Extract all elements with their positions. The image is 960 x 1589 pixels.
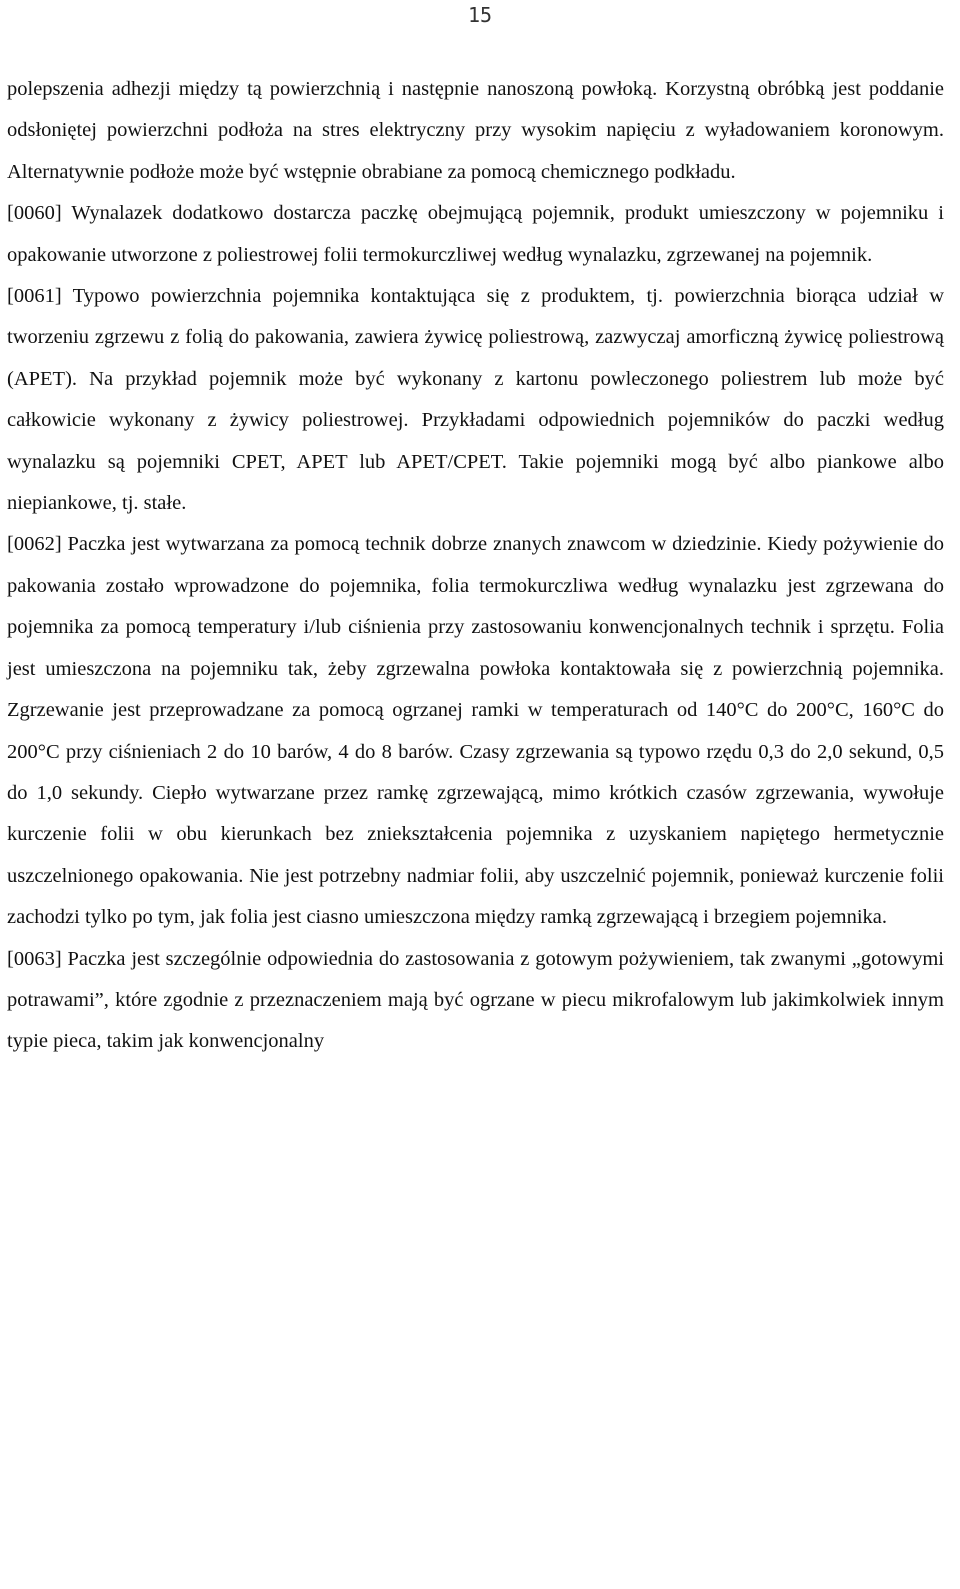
paragraph-0062: [0062] Paczka jest wytwarzana za pomocą technik dobrze znanych znawcom w dziedzinie. Kiedy pożywienie do pakowania zostało wprowadzone do pojemnika, folia termokurczliwa według wynalazku jest zgrzewana do pojemnika za pomocą temperatury i/lub ciśnienia przy zastosowaniu konwencjonalnych technik i sprzętu. Folia jest umieszczona na pojemniku tak, żeby zgrzewalna powłoka kontaktowała się z powierzchnią pojemnika. Zgrzewanie jest przeprowadzane za pomocą ogrzanej ramki w temperaturach od 140°C do 200°C, 160°C do 200°C przy ciśnieniach 2 do 10 barów, 4 do 8 barów. Czasy zgrzewania są typowo rzędu 0,3 do 2,0 sekund, 0,5 do 1,0 sekundy. Ciepło wytwarzane przez ramkę zgrzewającą, mimo krótkich czasów zgrzewania, wywołuje kurczenie folii w obu kierunkach bez zniekształcenia pojemnika z uzyskaniem napiętego hermetycznie uszczelnionego opakowania. Nie jest potrzebny nadmiar folii, aby uszczelnić pojemnik, ponieważ kurczenie folii zachodzi tylko po tym, jak folia jest ciasno umieszczona między ramką zgrzewającą i brzegiem pojemnika. <box>7 533 944 929</box>
paragraph-0060: [0060] Wynalazek dodatkowo dostarcza paczkę obejmującą pojemnik, produkt umieszczony w pojemniku i opakowanie utworzone z poliestrowej folii termokurczliwej według wynalazku, zgrzewanej na pojemnik. <box>7 202 944 266</box>
paragraph-continuation: polepszenia adhezji między tą powierzchnią i następnie nanoszoną powłoką. Korzystną obróbką jest poddanie odsłoniętej powierzchni podłoża na stres elektryczny przy wysokim napięciu z wyładowaniem koronowym. Alternatywnie podłoże może być wstępnie obrabiane za pomocą chemicznego podkładu. <box>7 78 944 183</box>
paragraph-0061: [0061] Typowo powierzchnia pojemnika kontaktująca się z produktem, tj. powierzchnia biorąca udział w tworzeniu zgrzewu z folią do pakowania, zawiera żywicę poliestrową, zazwyczaj amorficzną żywicę poliestrową (APET). Na przykład pojemnik może być wykonany z kartonu powleczonego poliestrem lub może być całkowicie wykonany z żywicy poliestrowej. Przykładami odpowiednich pojemników do paczki według wynalazku są pojemniki CPET, APET lub APET/CPET. Takie pojemniki mogą być albo piankowe albo niepiankowe, tj. stałe. <box>7 285 944 515</box>
paragraph-0063: [0063] Paczka jest szczególnie odpowiednia do zastosowania z gotowym pożywieniem, tak zwanymi „gotowymi potrawami”, które zgodnie z przeznaczeniem mają być ogrzane w piecu mikrofalowym lub jakimkolwiek innym typie pieca, takim jak konwencjonalny <box>7 947 944 1053</box>
page-number: 15 <box>467 3 493 27</box>
document-body <box>7 69 944 1063</box>
